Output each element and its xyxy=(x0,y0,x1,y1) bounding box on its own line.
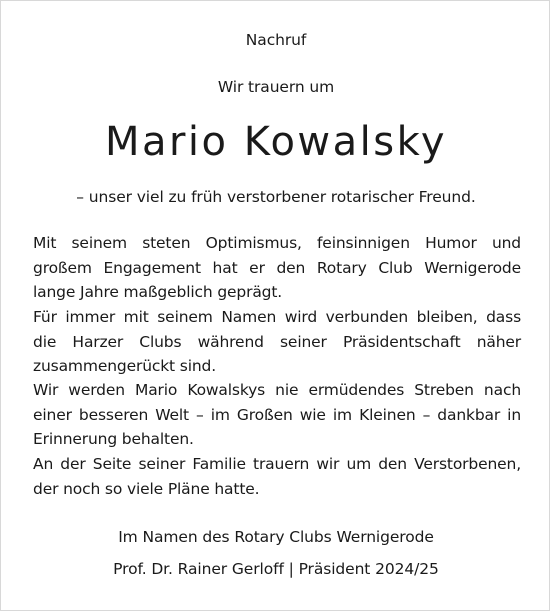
paragraph-2 xyxy=(33,305,521,379)
paragraph-line: Wir werden Mario Kowalskys nie ermüdendes Streben nach xyxy=(33,381,521,399)
paragraph-4 xyxy=(33,452,521,501)
paragraph-line: Mit seinem steten Optimismus, feinsinnigen Humor und xyxy=(33,234,521,252)
paragraph-1 xyxy=(33,231,521,305)
closing-line: Im Namen des Rotary Clubs Wernigerode xyxy=(118,528,434,546)
paragraph-3 xyxy=(33,378,521,452)
notice-heading: Nachruf xyxy=(245,31,307,49)
paragraph-line: die Harzer Clubs während seiner Präsidentschaft näher xyxy=(33,332,521,351)
notice-subtitle: – unser viel zu früh verstorbener rotarischer Freund. xyxy=(76,188,476,206)
notice-intro: Wir trauern um xyxy=(217,78,335,96)
paragraph-line: einer besseren Welt – im Großen wie im Kleinen – dankbar in xyxy=(33,405,521,424)
paragraph-line: Erinnerung behalten. xyxy=(33,430,194,448)
deceased-name: Mario Kowalsky xyxy=(104,119,448,165)
paragraph-line: zusammengerückt sind. xyxy=(33,357,216,375)
paragraph-line: Für immer mit seinem Namen wird verbunden bleiben, dass xyxy=(33,308,521,326)
signature-line: Prof. Dr. Rainer Gerloff | Präsident 2024/25 xyxy=(113,560,439,578)
paragraph-line: großem Engagement hat er den Rotary Club Wernigerode xyxy=(33,258,521,277)
paragraph-line: An der Seite seiner Familie trauern wir um den Verstorbenen, xyxy=(33,455,521,473)
paragraph-line: lange Jahre maßgeblich geprägt. xyxy=(33,283,283,301)
paragraph-line: der noch so viele Pläne hatte. xyxy=(33,479,260,498)
